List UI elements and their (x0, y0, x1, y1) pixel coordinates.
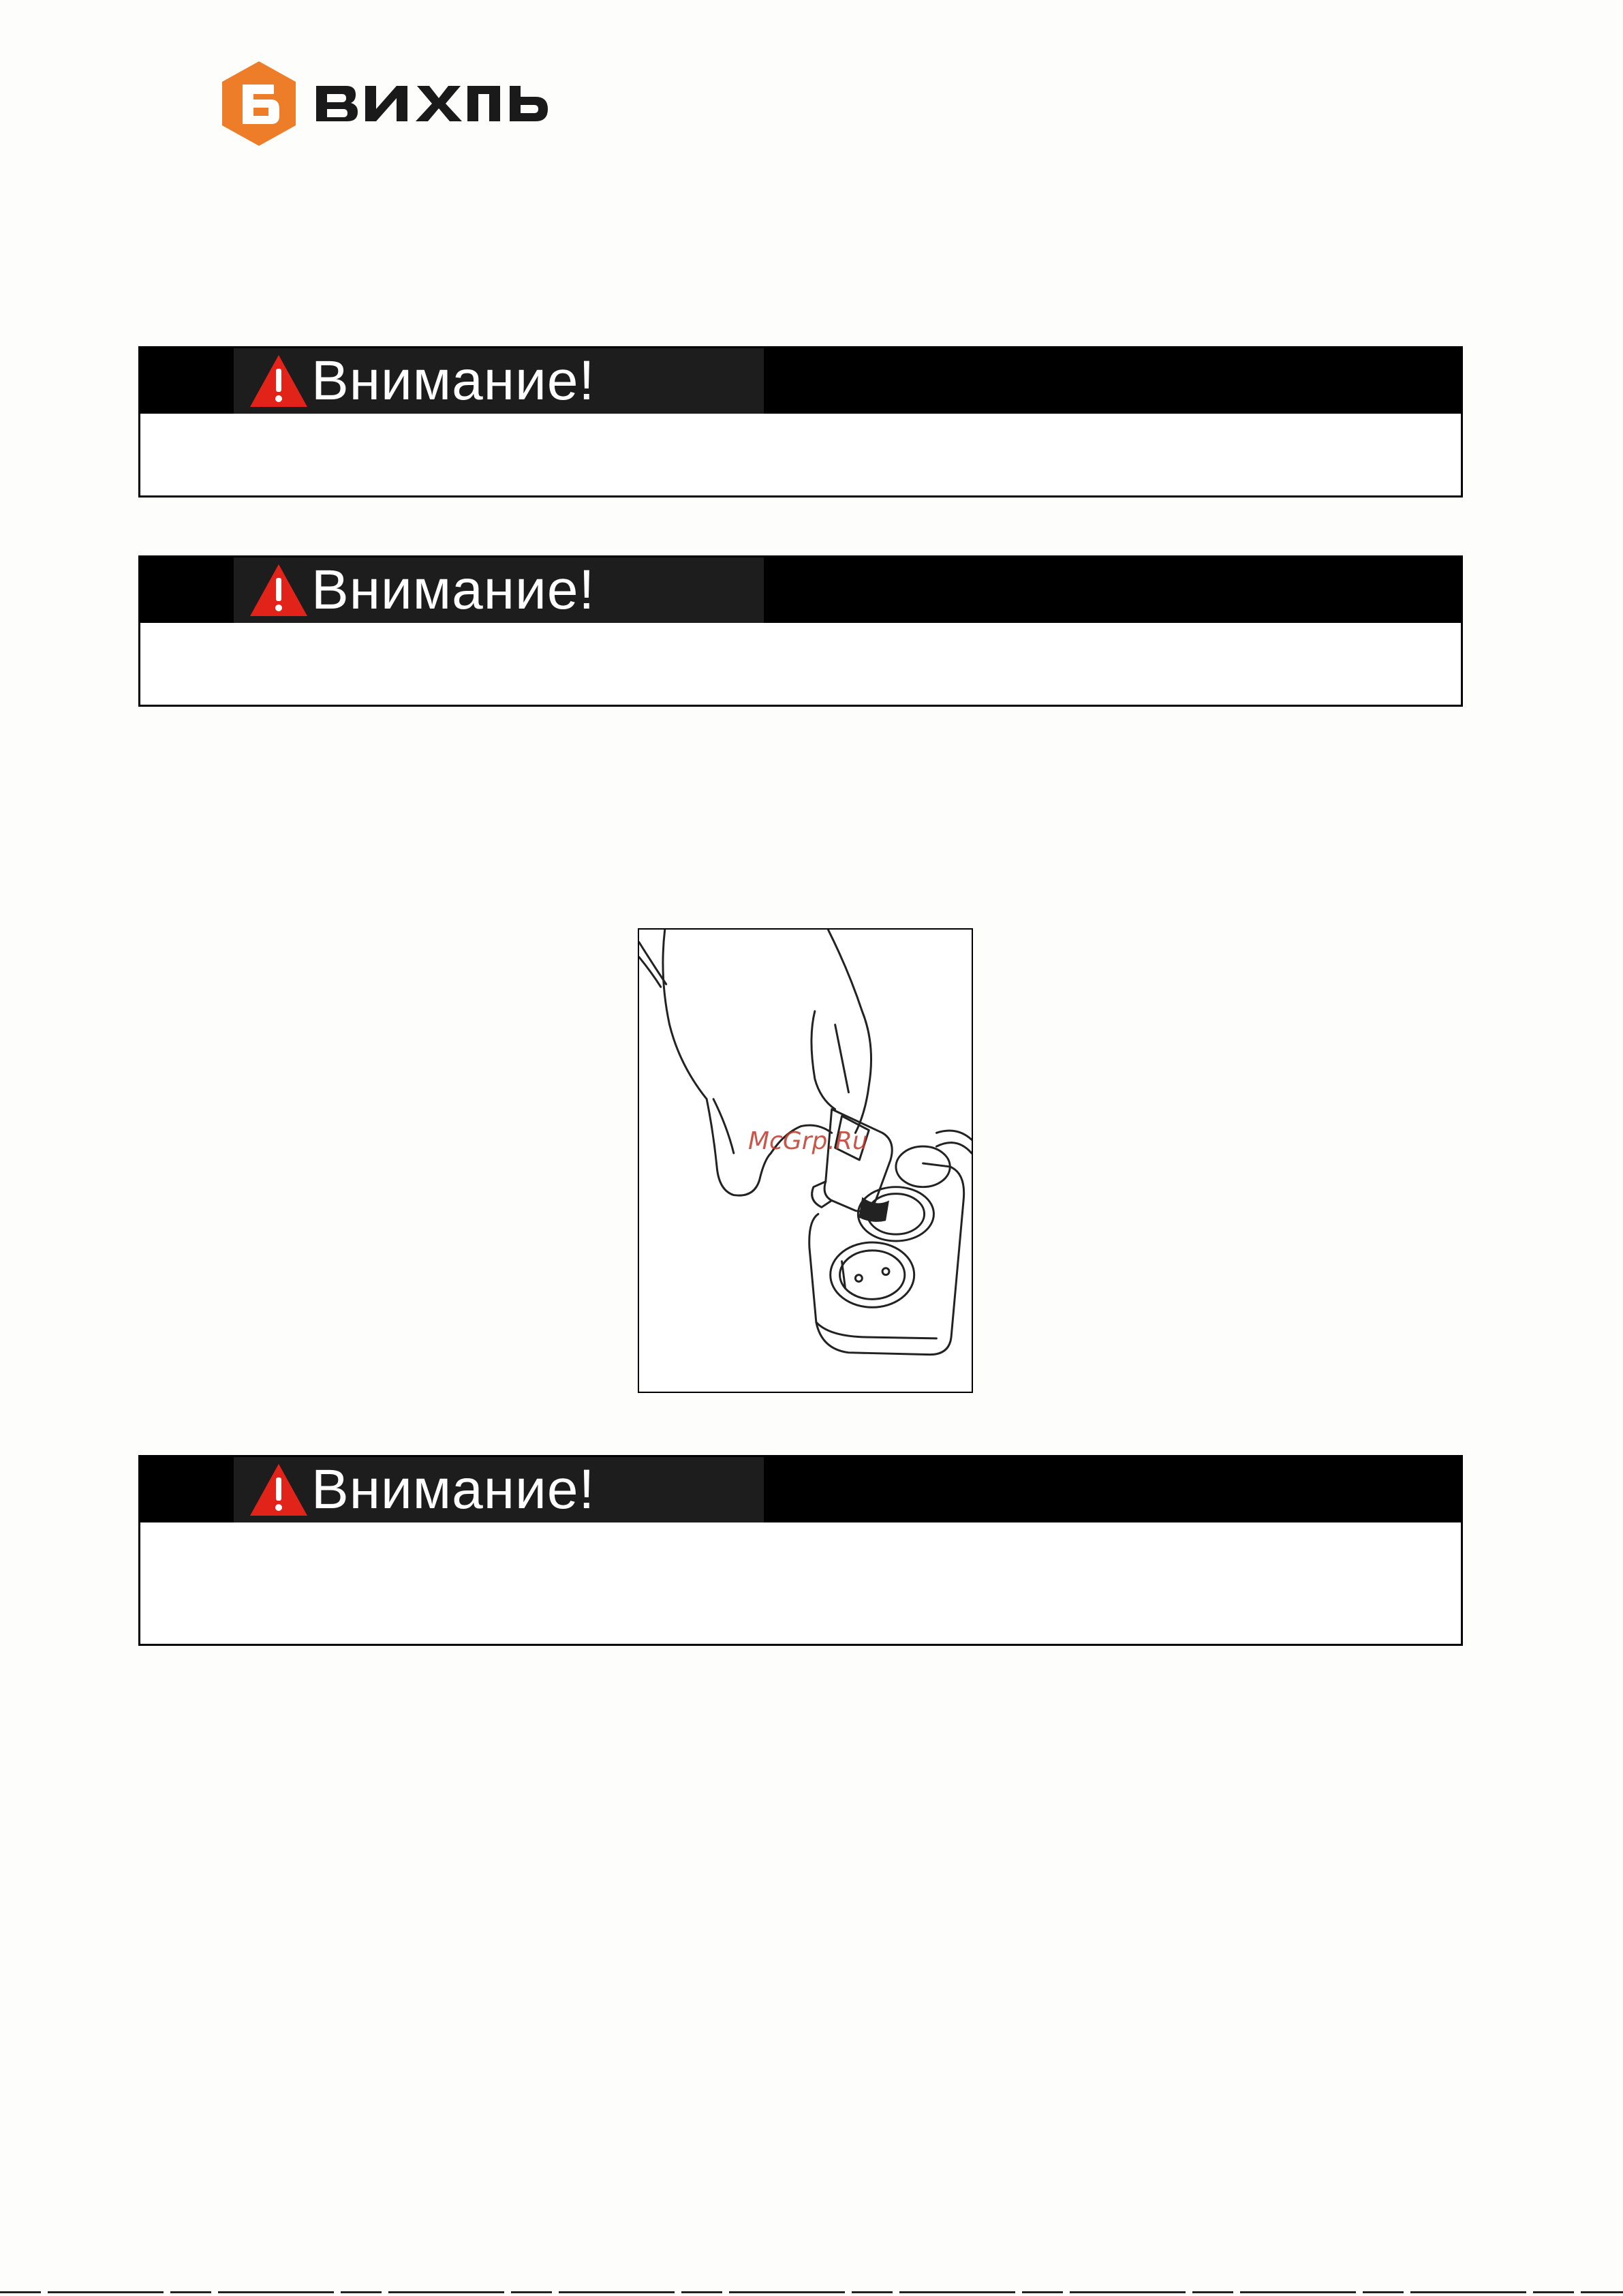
warning-title: Внимание! (311, 1458, 596, 1520)
warning-header (140, 1457, 1461, 1522)
watermark-text: McGrp.Ru (748, 1127, 868, 1155)
warning-tab (234, 557, 764, 623)
warning-triangle-icon (249, 354, 309, 408)
warning-header (140, 348, 1461, 414)
page-bottom-rule (0, 2291, 1623, 2293)
warning-box-1 (138, 346, 1463, 498)
warning-box-3 (138, 1455, 1463, 1646)
warning-triangle-icon (249, 563, 309, 617)
plug-socket-illustration (638, 928, 973, 1393)
warning-tab (234, 1457, 764, 1522)
warning-box-2 (138, 555, 1463, 707)
warning-title: Внимание! (311, 559, 596, 621)
hand-plug-socket-icon (639, 930, 972, 1392)
brand-logo (219, 61, 574, 146)
warning-tab (234, 348, 764, 414)
warning-title: Внимание! (311, 350, 596, 412)
warning-header (140, 557, 1461, 623)
warning-triangle-icon (249, 1463, 309, 1517)
